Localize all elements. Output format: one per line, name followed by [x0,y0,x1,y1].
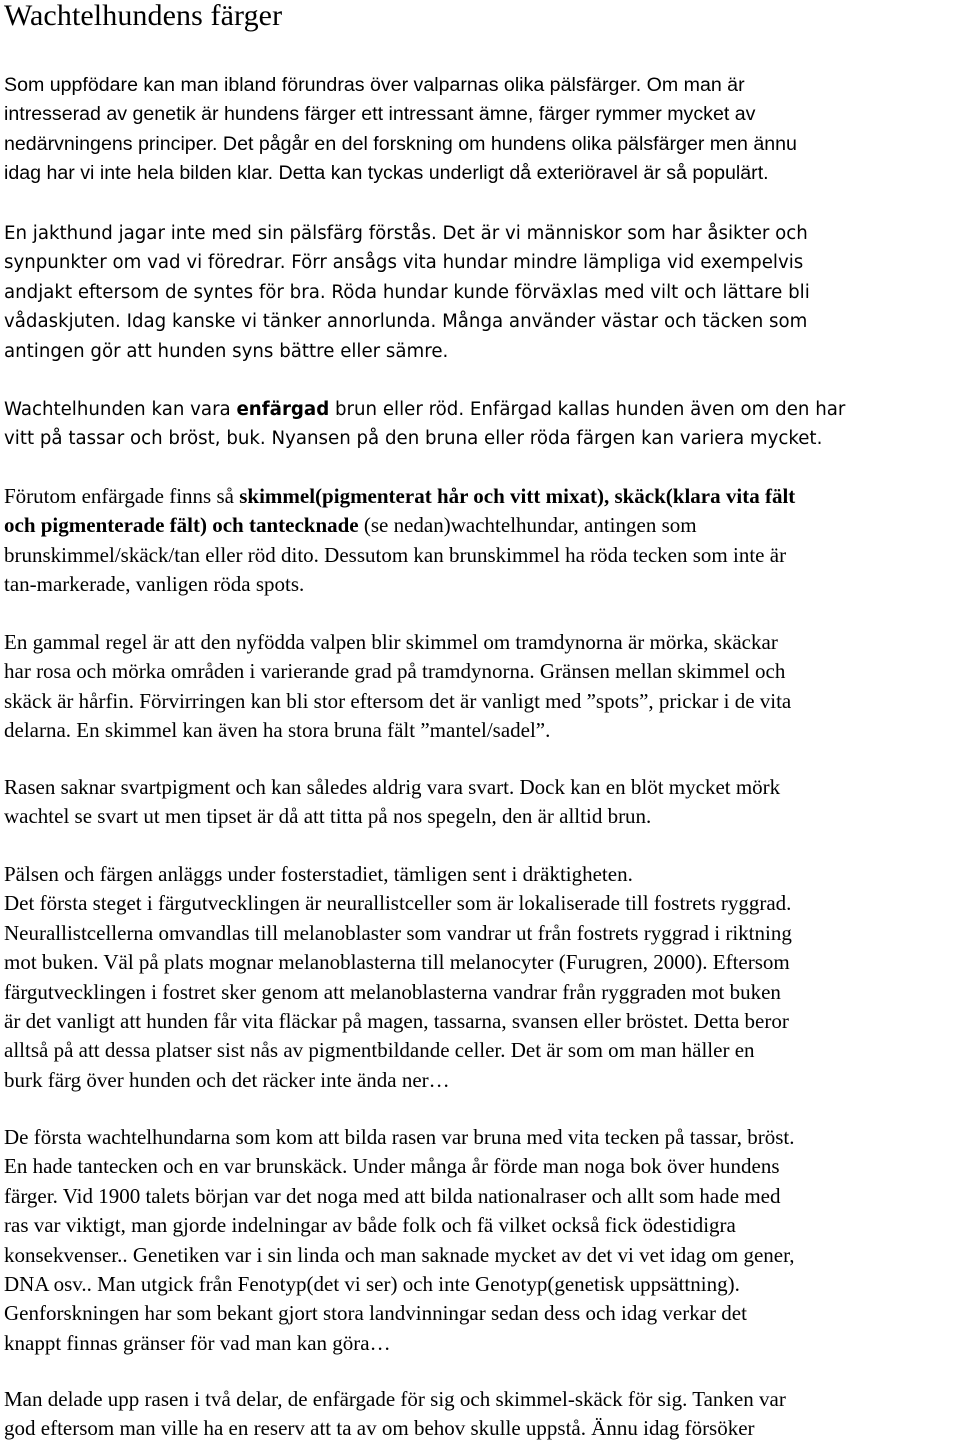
text-line: Neurallistcellerna omvandlas till melanoblaster som vandrar ut från fostrets ryggrad i riktning [4,920,792,945]
text-line: nedärvningens principer. Det pågår en del forskning om hundens olika pälsfärger men ännu [4,132,797,155]
text-line: Pälsen och färgen anläggs under fosterstadiet, tämligen sent i dräktigheten. [4,862,633,886]
text-line: En gammal regel är att den nyfödda valpen blir skimmel om tramdynorna är mörka, skäckar [4,630,778,654]
text-line: skäck är hårfin. Förvirringen kan bli stor eftersom det är vanligt med ”spots”, prickar i de vita [4,688,792,713]
bold-term: skimmel(pigmenterat hår och vitt mixat), skäck(klara vita fält [239,484,796,508]
text-line: brunskimmel/skäck/tan eller röd dito. Dessutom kan brunskimmel ha röda tecken som inte är [4,542,787,567]
paragraph-4 [4,482,795,600]
paragraph-9 [4,1385,786,1444]
text-line [4,511,795,540]
text-line: konsekvenser.. Genetiken var i sin linda och man saknade mycket av det vi vet idag om gener, [4,1242,795,1267]
text-line: DNA osv.. Man utgick från Fenotyp(det vi ser) och inte Genotyp(genetisk uppsättning). [4,1272,740,1297]
paragraph-2 [4,219,810,366]
paragraph-6 [4,773,780,832]
text-line: tan-markerade, vanligen röda spots. [4,572,305,597]
text-line: En hade tantecken och en var brunskäck. Under många år förde man noga bok över hundens [4,1154,780,1179]
text-line: Som uppfödare kan man ibland förundras över valparnas olika pälsfärger. Om man är [4,74,745,96]
bold-term: enfärgad [236,399,330,420]
text-line: god eftersom man ville ha en reserv att ta av om behov skulle uppstå. Ännu idag försöker [4,1416,755,1441]
paragraph-7 [4,860,792,1095]
text-line: färgutvecklingen i fostret sker genom att melanoblasterna vandrar från ryggraden mot buken [4,979,781,1004]
text-line: Rasen saknar svartpigment och kan således aldrig vara svart. Dock kan en blöt mycket mörk [4,775,781,799]
text-line: Man delade upp rasen i två delar, de enfärgade för sig och skimmel-skäck för sig. Tanken var [4,1387,786,1411]
text-line: antingen gör att hunden syns bättre eller sämre. [4,340,449,362]
text-line: ras var viktigt, man gjorde indelningar av både folk och fä vilket också fick ödestidigra [4,1213,736,1238]
text-line: En jakthund jagar inte med sin pälsfärg förstås. Det är vi människor som har åsikter och [4,223,808,244]
paragraph-3 [4,395,845,454]
paragraph-1 [4,71,797,189]
text-line: wachtel se svart ut men tipset är då att titta på nos spegeln, den är alltid brun. [4,804,652,829]
text-line: är det vanligt att hunden får vita fläckar på magen, tassarna, svansen eller bröstet. Detta beror [4,1009,789,1034]
text-line: delarna. En skimmel kan även ha stora bruna fält ”mantel/sadel”. [4,718,551,743]
text-line: mot buken. Väl på plats mognar melanoblasterna till melanocyter (Furugren, 2000). Eftersom [4,950,790,975]
text-line: färger. Vid 1900 talets början var det noga med att bilda nationalraser och allt som hade med [4,1183,781,1208]
text-line: knappt finnas gränser för vad man kan göra… [4,1330,391,1355]
text-run: (se nedan)wachtelhundar, antingen som [358,513,697,538]
bold-term: och pigmenterade fält) och tantecknade [4,513,359,538]
text-line [4,395,845,424]
text-line: idag har vi inte hela bilden klar. Detta kan tyckas underligt då exteriöravel är så populärt. [4,162,769,185]
text-line: har rosa och mörka områden i varierande grad på tramdynorna. Gränsen mellan skimmel och [4,659,786,684]
text-line: Det första steget i färgutvecklingen är neurallistceller som är lokaliserade till fostrets ryggrad. [4,891,792,916]
text-line [4,482,795,511]
text-line: burk färg över hunden och det räcker inte ända ner… [4,1067,450,1092]
text-line: synpunkter om vad vi föredrar. Förr ansågs vita hundar mindre lämpliga vid exempelvis [4,252,804,274]
text-line: De första wachtelhundarna som kom att bilda rasen var bruna med vita tecken på tassar, bröst. [4,1125,795,1149]
text-line: alltså på att dessa platser sist nås av pigmentbildande celler. Det är som om man häller en [4,1038,755,1063]
text-run: Förutom enfärgade finns så [4,484,240,508]
text-line: intresserad av genetik är hundens färger ett intressant ämne, färger rymmer mycket av [4,103,756,126]
paragraph-5 [4,628,791,746]
text-line: Genforskningen har som bekant gjort stora landvinningar sedan dess och idag verkar det [4,1301,747,1326]
paragraph-8 [4,1123,795,1358]
page-title: Wachtelhundens färger [4,0,283,32]
text-run: Wachtelhunden kan vara [4,399,237,420]
text-run: brun eller röd. Enfärgad kallas hunden även om den har [329,399,846,420]
text-line: vitt på tassar och bröst, buk. Nyansen på den bruna eller röda färgen kan variera mycket. [4,428,823,450]
text-line: andjakt eftersom de syntes för bra. Röda hundar kunde förväxlas med vilt och lättare bli [4,281,810,303]
text-line: vådaskjuten. Idag kanske vi tänker annorlunda. Många använder västar och täcken som [4,311,808,333]
